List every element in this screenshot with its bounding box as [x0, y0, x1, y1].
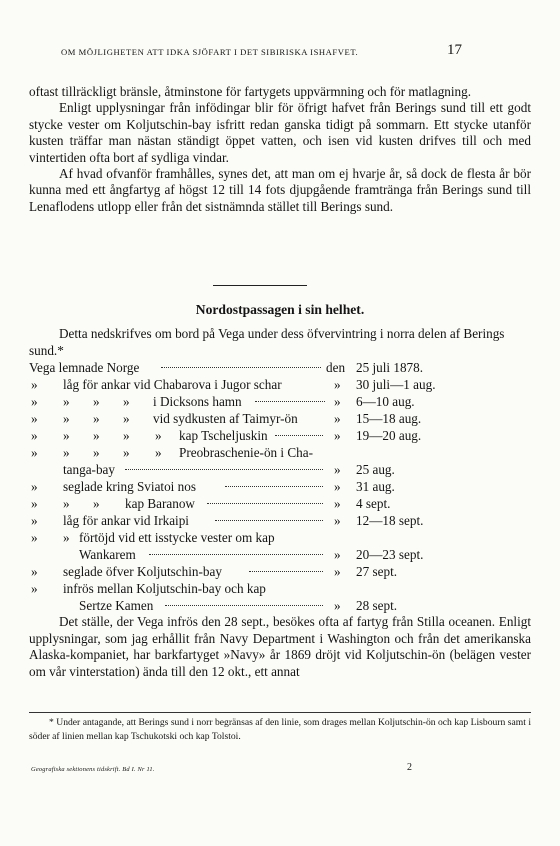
dot-leader — [275, 435, 323, 436]
ditto-mark: » — [334, 547, 341, 562]
itinerary-date: 27 sept. — [356, 564, 398, 579]
itinerary-date: 4 sept. — [356, 496, 391, 511]
dot-leader — [165, 605, 323, 606]
itinerary-row — [29, 411, 531, 428]
itinerary-event: seglade kring Sviatoi nos — [63, 479, 196, 494]
ditto-mark: » — [93, 445, 100, 460]
ditto-mark: » — [334, 377, 341, 392]
dot-leader — [249, 571, 323, 572]
itinerary-event: tanga-bay — [63, 462, 115, 477]
dot-leader — [125, 469, 323, 470]
itinerary-date: 19—20 aug. — [356, 428, 422, 443]
ditto-mark: » — [123, 394, 130, 409]
date-prefix: den — [326, 360, 346, 375]
ditto-mark: » — [334, 479, 341, 494]
itinerary-event: Preobraschenie-ön i Cha- — [179, 445, 314, 460]
itinerary-event: låg för ankar vid Chabarova i Jugor schar — [63, 377, 282, 392]
itinerary-row — [29, 462, 531, 479]
intro-paragraph: Detta nedskrifves om bord på Vega under dess öfvervintring i norra delen af Berings sund.* — [29, 326, 505, 358]
dot-leader — [161, 367, 321, 368]
sheet-signature: 2 — [407, 762, 412, 773]
ditto-mark: » — [334, 513, 341, 528]
ditto-mark: » — [155, 445, 162, 460]
ditto-mark: » — [334, 428, 341, 443]
itinerary-event: kap Baranow — [125, 496, 195, 511]
dot-leader — [149, 554, 323, 555]
itinerary-row — [29, 394, 531, 411]
footnote-rule — [29, 712, 531, 713]
ditto-mark: » — [31, 428, 38, 443]
dot-leader — [207, 503, 323, 504]
section-divider — [213, 285, 307, 286]
itinerary-date: 30 juli—1 aug. — [356, 377, 436, 392]
page-number: 17 — [447, 42, 462, 58]
footnote — [29, 716, 531, 743]
itinerary-date: 31 aug. — [356, 479, 395, 494]
section-intro — [29, 326, 531, 359]
ditto-mark: » — [93, 394, 100, 409]
ditto-mark: » — [31, 411, 38, 426]
paragraph-2: Enligt upplysningar från infödingar blir för öfrigt hafvet från Berings sund till ett godt stycke vester om Koljutschin-bay isfritt redan ganska tidigt på sommarn. Ett stycke utanför kusten träffar man nästan ständigt öppet vatten, och isen vid kusten drifves till och med vintertiden ofta bort af sydliga vindar. — [29, 100, 531, 165]
ditto-mark: » — [31, 445, 38, 460]
itinerary-event: Wankarem — [79, 547, 136, 562]
itinerary-event: låg för ankar vid Irkaipi — [63, 513, 189, 528]
ditto-mark: » — [31, 479, 38, 494]
itinerary-row — [29, 377, 531, 394]
itinerary-row — [29, 581, 531, 598]
itinerary-event: vid sydkusten af Taimyr-ön — [153, 411, 298, 426]
ditto-mark: » — [123, 428, 130, 443]
ditto-mark: » — [31, 377, 38, 392]
itinerary-row — [29, 513, 531, 530]
closing-text — [29, 614, 531, 680]
dot-leader — [225, 486, 323, 487]
ditto-mark: » — [334, 394, 341, 409]
journal-signature: Geografiska sektionens tidskrift. Bd I. Nr 11. — [31, 766, 155, 773]
ditto-mark: » — [93, 496, 100, 511]
dot-leader — [215, 520, 323, 521]
itinerary-row — [29, 479, 531, 496]
itinerary-event: infrös mellan Koljutschin-bay och kap — [63, 581, 266, 596]
itinerary-row — [29, 428, 531, 445]
running-head: OM MÖJLIGHETEN ATT IDKA SJÖFART I DET SIBIRISKA ISHAFVET. — [61, 47, 359, 57]
ditto-mark: » — [31, 394, 38, 409]
footnote-text: * Under antagande, att Berings sund i norr begränsas af den linie, som drages mellan Koljutschin-ön och kap Lisbourn samt i söder af linien mellan kap Tschukotski och kap Tolstoi. — [29, 717, 531, 742]
itinerary-row — [29, 547, 531, 564]
ditto-mark: » — [334, 462, 341, 477]
itinerary-event: Vega lemnade Norge — [29, 360, 140, 375]
itinerary-event: Sertze Kamen — [79, 598, 154, 613]
ditto-mark: » — [63, 428, 70, 443]
ditto-mark: » — [63, 394, 70, 409]
itinerary-row — [29, 598, 531, 615]
itinerary-event: förtöjd vid ett isstycke vester om kap — [79, 530, 275, 545]
ditto-mark: » — [93, 411, 100, 426]
ditto-mark: » — [31, 513, 38, 528]
itinerary-event: kap Tscheljuskin — [179, 428, 268, 443]
section-heading: Nordostpassagen i sin helhet. — [195, 302, 365, 317]
itinerary-date: 12—18 sept. — [356, 513, 424, 528]
itinerary-date: 25 aug. — [356, 462, 395, 477]
itinerary-event: i Dicksons hamn — [153, 394, 242, 409]
ditto-mark: » — [93, 428, 100, 443]
itinerary-row — [29, 564, 531, 581]
itinerary-date: 20—23 sept. — [356, 547, 424, 562]
ditto-mark: » — [155, 428, 162, 443]
itinerary-date: 15—18 aug. — [356, 411, 422, 426]
itinerary-event: seglade öfver Koljutschin-bay — [63, 564, 222, 579]
ditto-mark: » — [63, 411, 70, 426]
ditto-mark: » — [63, 496, 70, 511]
itinerary-row — [29, 445, 531, 462]
closing-paragraph: Det ställe, der Vega infrös den 28 sept., besökes ofta af fartyg från Stilla oceanen. Enligt upplysningar, som jag erhållit från Navy Department i Washington och från det amerikanska Alaska-kompaniet, har barkfartyget »Navy» år 1869 dröjt vid Koljutschin-ön (belägen vester om vår vinterstation) ända till den 12 okt., ett annat — [29, 614, 531, 679]
itinerary-row — [29, 496, 531, 513]
itinerary-row — [29, 530, 531, 547]
ditto-mark: » — [31, 530, 38, 545]
ditto-mark: » — [334, 564, 341, 579]
ditto-mark: » — [31, 564, 38, 579]
ditto-mark: » — [334, 411, 341, 426]
itinerary-date: 28 sept. — [356, 598, 398, 613]
ditto-mark: » — [31, 496, 38, 511]
ditto-mark: » — [123, 411, 130, 426]
body-text — [29, 84, 531, 215]
ditto-mark: » — [31, 581, 38, 596]
dot-leader — [255, 401, 325, 402]
ditto-mark: » — [123, 445, 130, 460]
paragraph-1: oftast tillräckligt bränsle, åtminstone för fartygets uppvärmning och för matlagning. — [29, 84, 472, 99]
itinerary-row — [29, 360, 531, 377]
itinerary-date: 6—10 aug. — [356, 394, 415, 409]
paragraph-3: Af hvad ofvanför framhålles, synes det, att man om ej hvarje år, så dock de flesta år bör kunna med ett ångfartyg af högst 12 till 14 fots djupgående framtränga från Berings sund till Lenaflodens utlopp eller från det sistnämnda stället till Berings sund. — [29, 166, 531, 214]
ditto-mark: » — [63, 530, 70, 545]
ditto-mark: » — [334, 598, 341, 613]
ditto-mark: » — [334, 496, 341, 511]
itinerary-date: 25 juli 1878. — [356, 360, 424, 375]
ditto-mark: » — [63, 445, 70, 460]
